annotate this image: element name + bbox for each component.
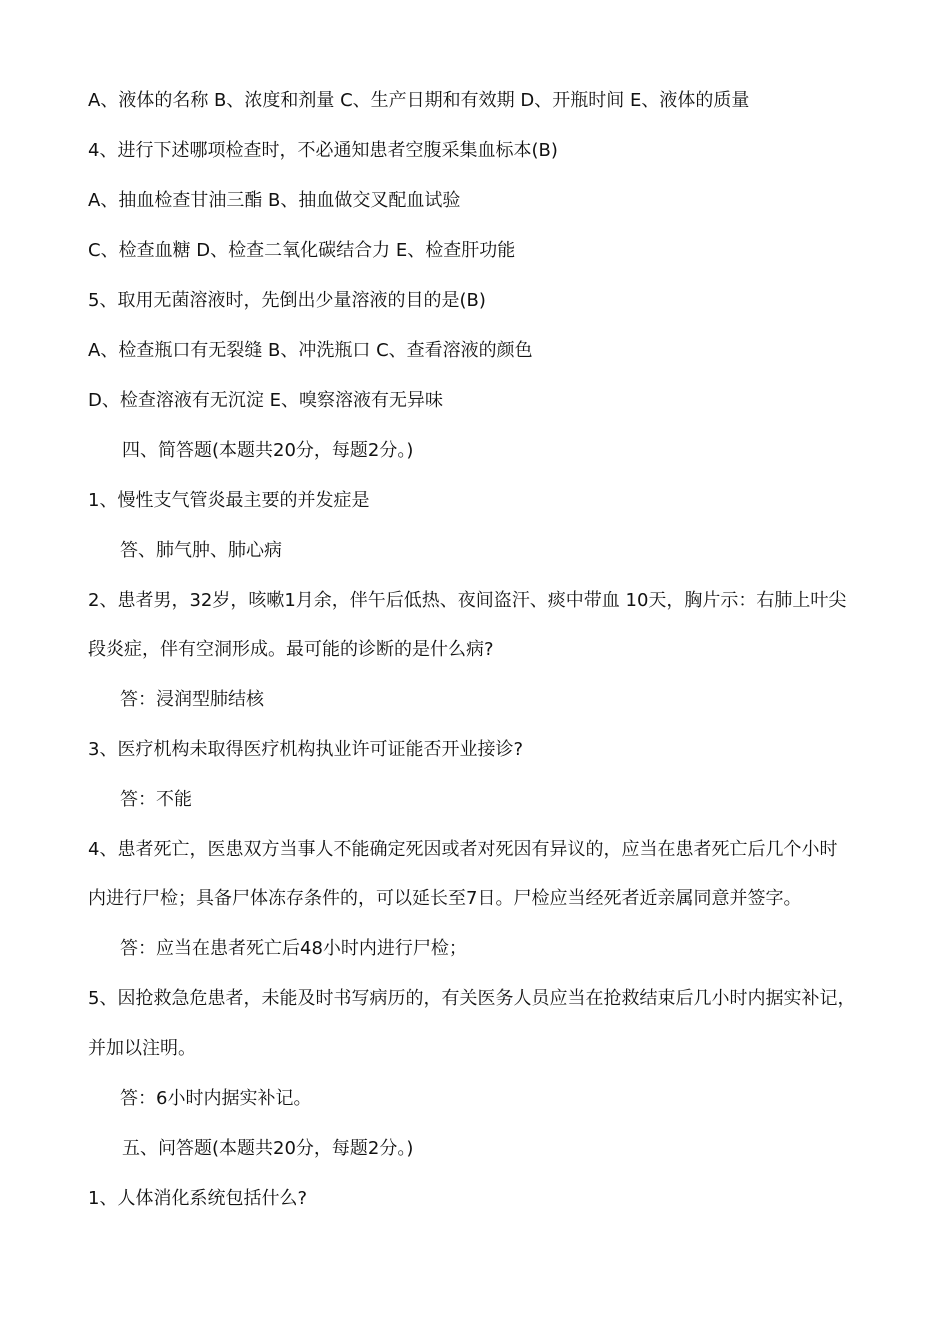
question-line: 并加以注明。 (88, 1038, 196, 1059)
answer-line: 答：不能 (120, 789, 192, 810)
option-line: A、液体的名称 B、浓度和剂量 C、生产日期和有效期 D、开瓶时间 E、液体的质量 (88, 90, 750, 111)
answer-line: 答：6小时内据实补记。 (120, 1088, 312, 1109)
question-line: 2、患者男，32岁，咳嗽1月余，伴午后低热、夜间盗汗、痰中带血 10天，胸片示：右肺上叶尖 (88, 590, 847, 611)
question-line: 1、慢性支气管炎最主要的并发症是 (88, 490, 370, 511)
option-line: A、检查瓶口有无裂缝 B、冲洗瓶口 C、查看溶液的颜色 (88, 340, 533, 361)
question-line: 5、因抢救急危患者，未能及时书写病历的，有关医务人员应当在抢救结束后几小时内据实补记， (88, 988, 856, 1009)
question-line: 5、取用无菌溶液时，先倒出少量溶液的目的是(B) (88, 290, 486, 311)
question-line: 4、患者死亡，医患双方当事人不能确定死因或者对死因有异议的，应当在患者死亡后几个小时 (88, 839, 838, 860)
option-line: A、抽血检查甘油三酯 B、抽血做交叉配血试验 (88, 190, 461, 211)
question-line: 段炎症，伴有空洞形成。最可能的诊断的是什么病? (88, 639, 494, 660)
answer-line: 答：应当在患者死亡后48小时内进行尸检； (120, 938, 467, 959)
option-line: D、检查溶液有无沉淀 E、嗅察溶液有无异味 (88, 390, 443, 411)
option-line: C、检查血糖 D、检查二氧化碳结合力 E、检查肝功能 (88, 240, 516, 261)
answer-line: 答、肺气肿、肺心病 (120, 540, 282, 561)
question-line: 4、进行下述哪项检查时，不必通知患者空腹采集血标本(B) (88, 140, 558, 161)
question-line: 内进行尸检；具备尸体冻存条件的，可以延长至7日。尸检应当经死者近亲属同意并签字。 (88, 888, 802, 909)
section-heading: 五、问答题(本题共20分，每题2分。) (122, 1138, 414, 1159)
answer-line: 答：浸润型肺结核 (120, 689, 264, 710)
question-line: 1、人体消化系统包括什么? (88, 1188, 308, 1209)
question-line: 3、医疗机构未取得医疗机构执业许可证能否开业接诊? (88, 739, 524, 760)
section-heading: 四、简答题(本题共20分，每题2分。) (122, 440, 414, 461)
